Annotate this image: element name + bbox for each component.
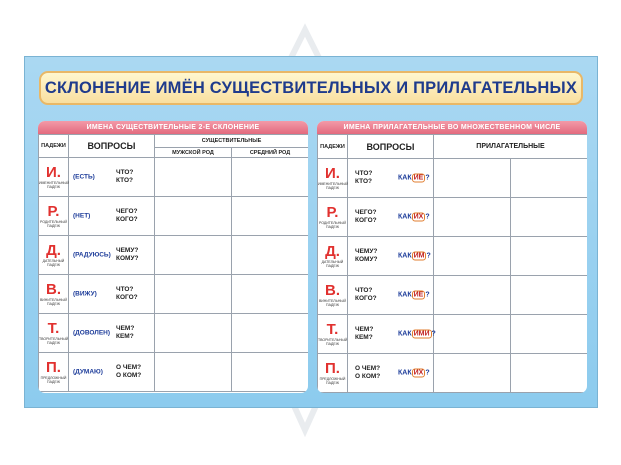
case-letter: И. <box>325 165 340 182</box>
case-cell <box>39 275 69 314</box>
case-cell <box>39 236 69 275</box>
adjective-question: КАК ИЕ ? <box>398 174 430 182</box>
case-letter: Р. <box>47 203 60 220</box>
case-letter: Д. <box>46 242 61 259</box>
ending-highlight: ИЕ <box>413 291 424 299</box>
question-cell <box>348 198 434 237</box>
case-cell <box>39 314 69 353</box>
case-name: ПРЕДЛОЖНЫЙ ПАДЕЖ <box>319 377 346 385</box>
adjective-question: КАК ИЕ ? <box>398 291 430 299</box>
table-row <box>39 275 309 314</box>
question-cell <box>348 315 434 354</box>
table-row <box>39 236 309 275</box>
ending-highlight: ИЕ <box>413 174 424 182</box>
adjective-cell <box>511 315 588 354</box>
adjective-cell <box>434 315 511 354</box>
adjective-cell <box>434 198 511 237</box>
question-words: ЧТО? КОГО? <box>355 287 377 302</box>
case-letter: В. <box>325 282 340 299</box>
case-name: ПРЕДЛОЖНЫЙ ПАДЕЖ <box>40 376 67 384</box>
question-words: ЧТО? КТО? <box>355 170 373 185</box>
adjective-cell <box>511 276 588 315</box>
case-cell <box>39 158 69 197</box>
adjectives-table <box>317 134 587 393</box>
poster-title: СКЛОНЕНИЕ ИМЁН СУЩЕСТВИТЕЛЬНЫХ И ПРИЛАГАТЕЛЬНЫХ <box>44 78 578 97</box>
question-words: ЧТО? КОГО? <box>116 286 138 301</box>
question-cell <box>69 275 155 314</box>
poster <box>24 56 598 408</box>
table-row <box>318 315 588 354</box>
table-row <box>39 197 309 236</box>
adjective-cell <box>434 354 511 393</box>
case-cell <box>318 237 348 276</box>
adjective-cell <box>434 159 511 198</box>
helper-verb: (ЕСТЬ) <box>73 173 95 181</box>
col-header-neuter: СРЕДНИЙ РОД <box>232 148 309 158</box>
question-cell <box>69 353 155 392</box>
case-cell <box>318 198 348 237</box>
neuter-cell <box>232 275 309 314</box>
question-words: ЧЕМ? КЕМ? <box>116 325 135 340</box>
masculine-cell <box>155 275 232 314</box>
helper-verb: (РАДУЮСЬ) <box>73 251 111 259</box>
question-words: ЧЕГО? КОГО? <box>355 209 377 224</box>
question-cell <box>348 237 434 276</box>
table-row <box>39 158 309 197</box>
adjective-question: КАК ИМИ ? <box>398 330 436 338</box>
question-words: ЧЕМ? КЕМ? <box>355 326 374 341</box>
question-cell <box>69 158 155 197</box>
case-cell <box>318 276 348 315</box>
case-name: ВИНИТЕЛЬНЫЙ ПАДЕЖ <box>39 298 68 306</box>
neuter-cell <box>232 353 309 392</box>
case-cell <box>318 354 348 393</box>
ending-highlight: ИХ <box>413 213 424 221</box>
case-name: РОДИТЕЛЬНЫЙ ПАДЕЖ <box>40 220 67 228</box>
ending-highlight: ИМИ <box>413 330 430 338</box>
case-name: ДАТЕЛЬНЫЙ ПАДЕЖ <box>321 260 344 268</box>
helper-verb: (ВИЖУ) <box>73 290 97 298</box>
nouns-panel <box>38 121 308 393</box>
case-letter: В. <box>46 281 61 298</box>
adjective-question: КАК ИХ ? <box>398 213 430 221</box>
nouns-panel-title: ИМЕНА СУЩЕСТВИТЕЛЬНЫЕ 2-Е СКЛОНЕНИЕ <box>38 121 308 134</box>
table-row <box>318 276 588 315</box>
question-cell <box>69 314 155 353</box>
col-header-case: ПАДЕЖИ <box>318 135 348 159</box>
question-words: ЧЕМУ? КОМУ? <box>355 248 378 263</box>
adjectives-panel-title: ИМЕНА ПРИЛАГАТЕЛЬНЫЕ ВО МНОЖЕСТВЕННОМ ЧИСЛЕ <box>317 121 587 134</box>
col-header-masculine: МУЖСКОЙ РОД <box>155 148 232 158</box>
table-row <box>318 198 588 237</box>
case-name: ВИНИТЕЛЬНЫЙ ПАДЕЖ <box>318 299 347 307</box>
question-words: ЧЕГО? КОГО? <box>116 208 138 223</box>
ending-highlight: ИХ <box>413 369 424 377</box>
case-cell <box>318 159 348 198</box>
case-name: РОДИТЕЛЬНЫЙ ПАДЕЖ <box>319 221 346 229</box>
nouns-table <box>38 134 308 392</box>
neuter-cell <box>232 158 309 197</box>
case-name: ДАТЕЛЬНЫЙ ПАДЕЖ <box>42 259 65 267</box>
case-letter: И. <box>46 164 61 181</box>
question-cell <box>348 276 434 315</box>
question-cell <box>69 236 155 275</box>
table-row <box>39 353 309 392</box>
masculine-cell <box>155 197 232 236</box>
table-row <box>318 159 588 198</box>
helper-verb: (ДОВОЛЕН) <box>73 329 111 337</box>
case-letter: Т. <box>326 321 339 338</box>
masculine-cell <box>155 158 232 197</box>
helper-verb: (НЕТ) <box>73 212 91 220</box>
case-letter: П. <box>46 359 61 376</box>
question-words: О ЧЕМ? О КОМ? <box>355 365 381 380</box>
adjective-cell <box>511 354 588 393</box>
table-row <box>318 354 588 393</box>
adjective-cell <box>434 237 511 276</box>
case-cell <box>318 315 348 354</box>
case-name: ТВОРИТЕЛЬНЫЙ ПАДЕЖ <box>318 338 348 346</box>
case-name: ИМЕНИТЕЛЬНЫЙ ПАДЕЖ <box>318 182 349 190</box>
adjective-cell <box>511 159 588 198</box>
neuter-cell <box>232 197 309 236</box>
ending-highlight: ИМ <box>413 252 425 260</box>
adjectives-panel <box>317 121 587 393</box>
table-row <box>318 237 588 276</box>
case-letter: П. <box>325 360 340 377</box>
poster-title-banner <box>39 71 583 105</box>
helper-verb: (ДУМАЮ) <box>73 368 103 376</box>
question-cell <box>69 197 155 236</box>
case-letter: Р. <box>326 204 339 221</box>
case-cell <box>39 197 69 236</box>
masculine-cell <box>155 314 232 353</box>
case-name: ТВОРИТЕЛЬНЫЙ ПАДЕЖ <box>39 337 69 345</box>
neuter-cell <box>232 236 309 275</box>
case-letter: Д. <box>325 243 340 260</box>
question-words: ЧТО? КТО? <box>116 169 134 184</box>
neuter-cell <box>232 314 309 353</box>
question-cell <box>348 159 434 198</box>
col-header-adjectives: ПРИЛАГАТЕЛЬНЫЕ <box>434 135 588 159</box>
case-letter: Т. <box>47 320 60 337</box>
col-header-questions: ВОПРОСЫ <box>348 135 434 159</box>
adjective-cell <box>511 198 588 237</box>
table-row <box>39 314 309 353</box>
question-cell <box>348 354 434 393</box>
case-name: ИМЕНИТЕЛЬНЫЙ ПАДЕЖ <box>39 181 70 189</box>
col-header-case: ПАДЕЖИ <box>39 135 69 158</box>
masculine-cell <box>155 353 232 392</box>
col-header-nouns: СУЩЕСТВИТЕЛЬНЫЕ <box>155 135 309 148</box>
case-cell <box>39 353 69 392</box>
adjective-question: КАК ИМ ? <box>398 252 431 260</box>
adjective-question: КАК ИХ ? <box>398 369 430 377</box>
adjective-cell <box>434 276 511 315</box>
question-words: О ЧЕМ? О КОМ? <box>116 364 142 379</box>
adjective-cell <box>511 237 588 276</box>
masculine-cell <box>155 236 232 275</box>
question-words: ЧЕМУ? КОМУ? <box>116 247 139 262</box>
col-header-questions: ВОПРОСЫ <box>69 135 155 158</box>
